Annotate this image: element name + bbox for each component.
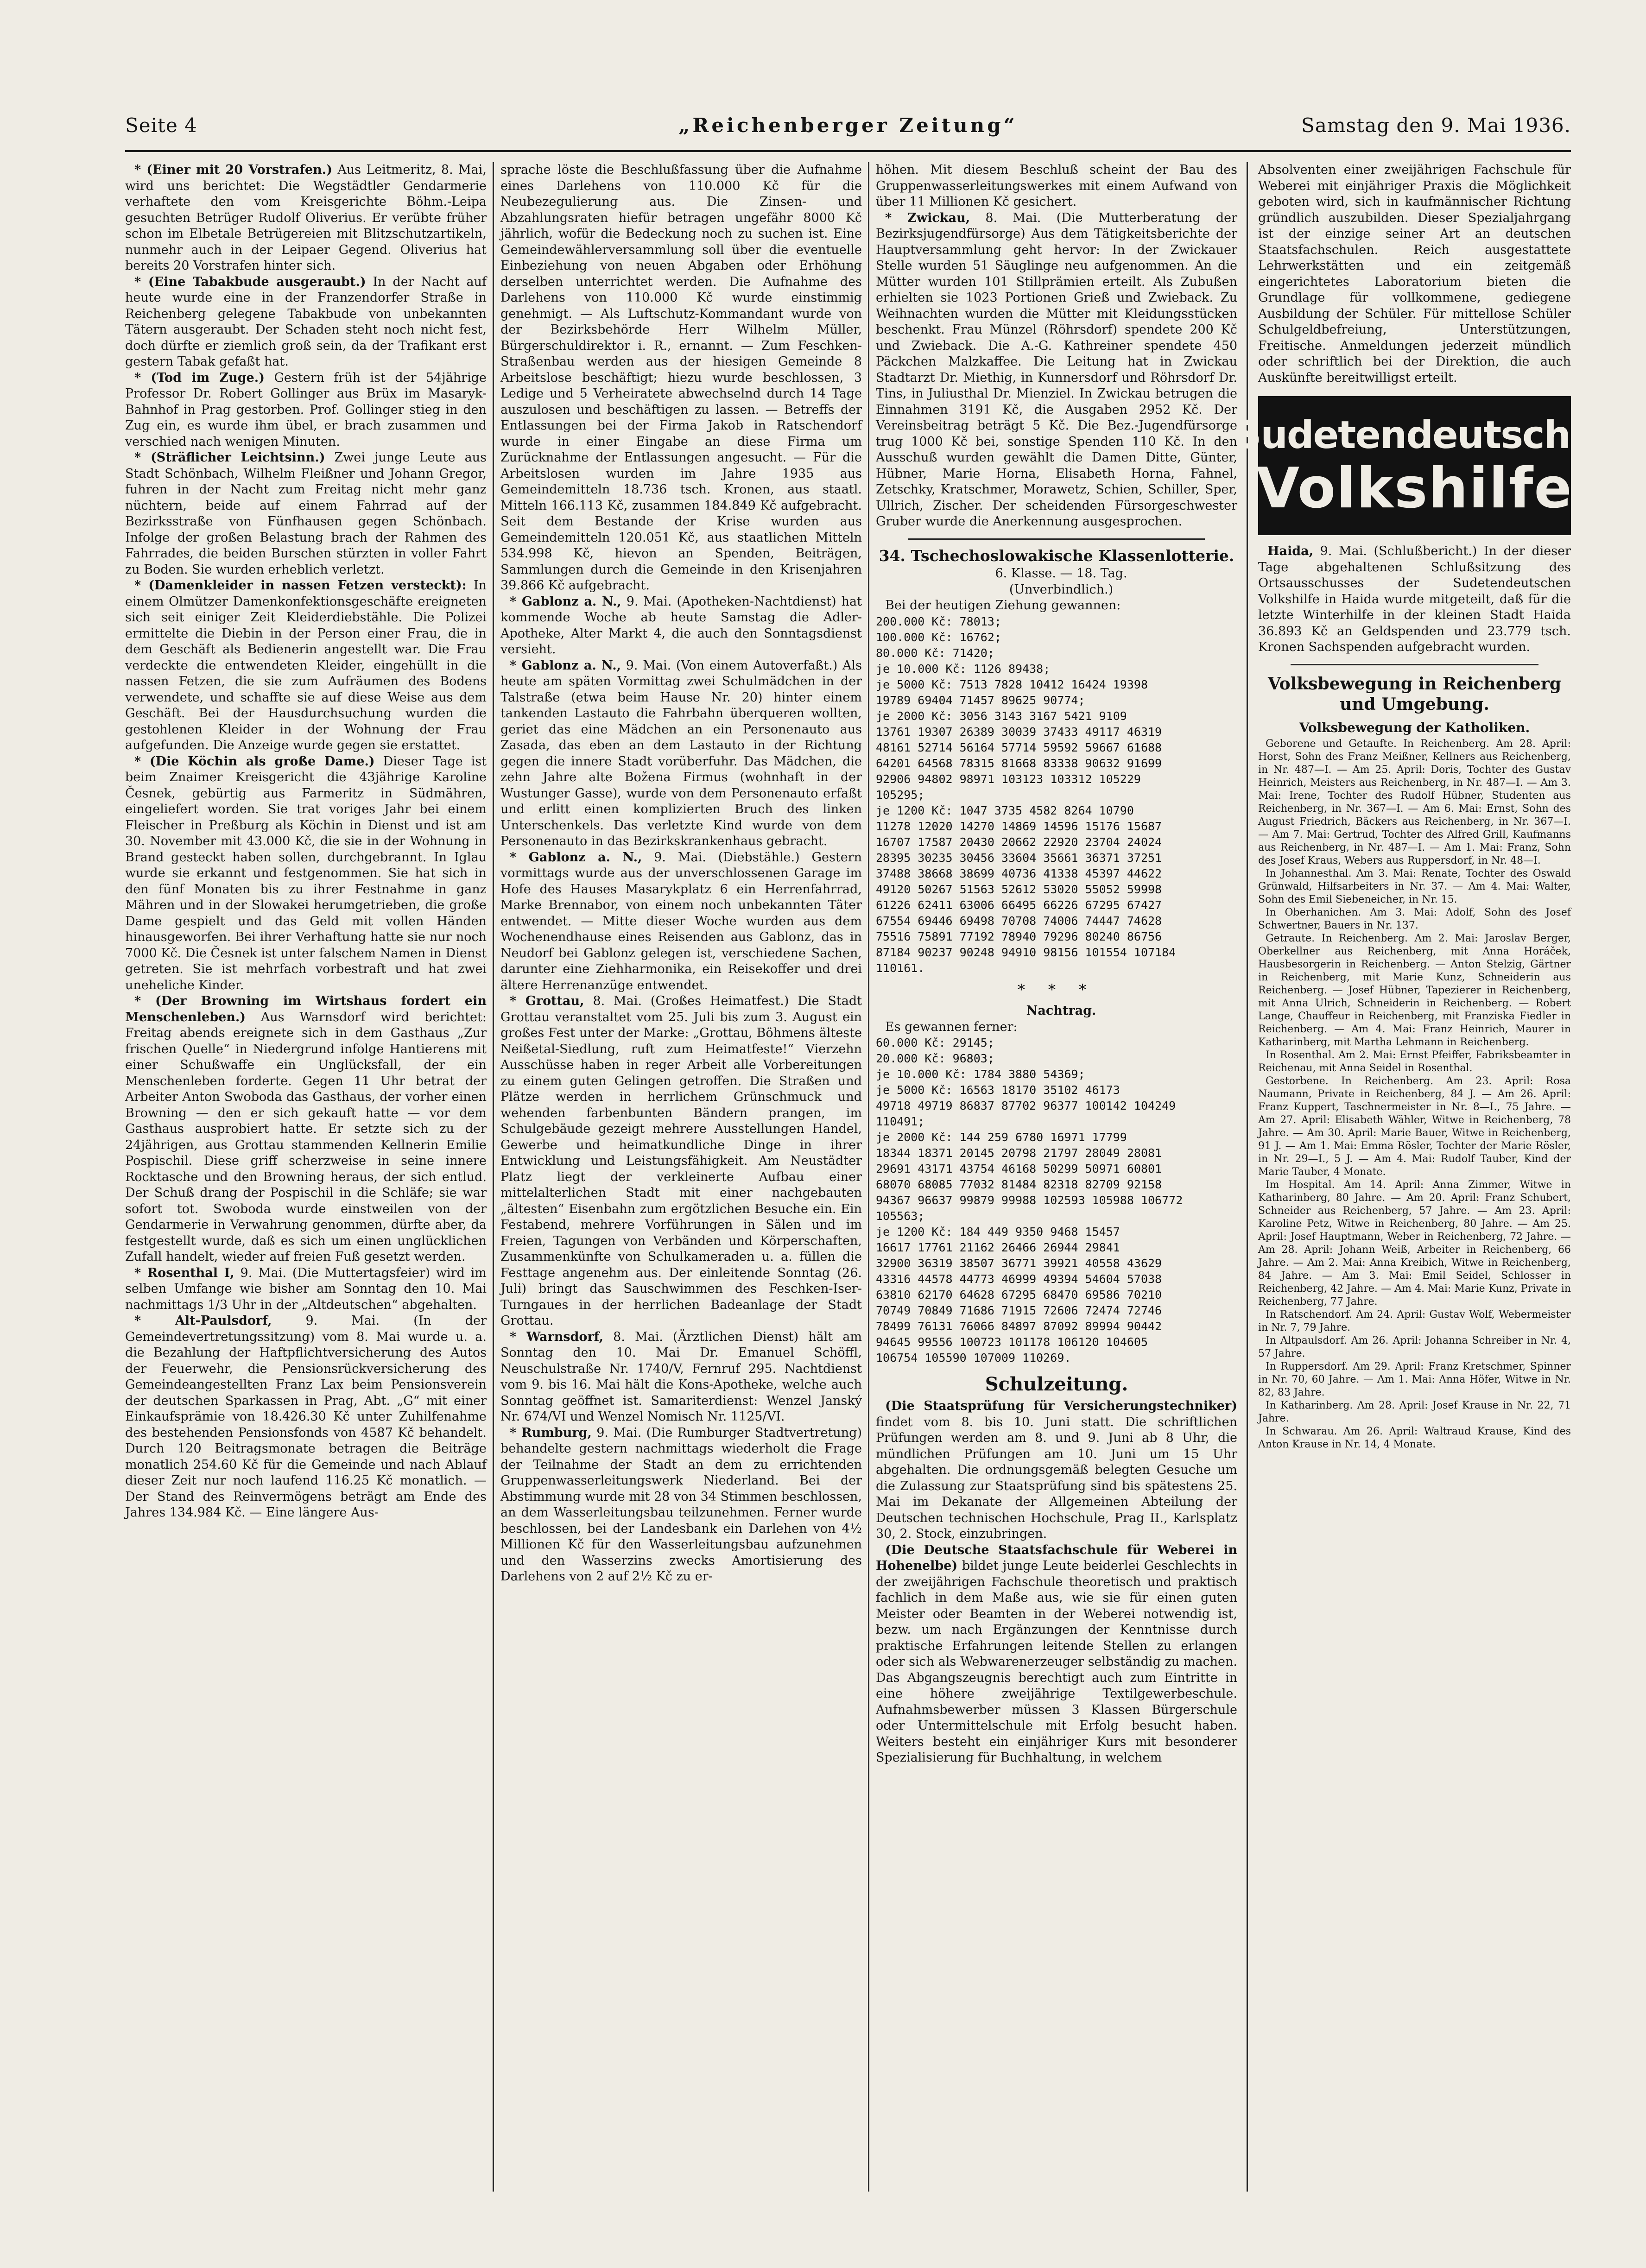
vital-statistics-entry: In Rosenthal. Am 2. Mai: Ernst Pfeiffer, Fabriksbeamter in Reichenau, mit Anna Seidel in Rosenthal. [1258,1049,1571,1074]
vital-statistics-entry: In Schwarau. Am 26. April: Waltraud Krause, Kind des Anton Krause in Nr. 14, 4 Monate. [1258,1426,1571,1450]
banner-line-1: Sudetendeutsche [1234,413,1595,457]
section-divider [1291,664,1538,665]
nachtrag-row: 78499 76131 76066 84897 87092 89994 90442 [876,1320,1162,1333]
nachtrag-row: 94367 96637 99879 99988 102593 105988 106772 [876,1194,1183,1207]
article: * Alt-Paulsdorf, 9. Mai. (In der Gemeindevertretungssitzung) vom 8. Mai wurde u. a. die Bezahlung der Haftpflichtversicherung des Autos der Feuerwehr, die Pensionsrückversicherung des Gemeindeangestellten Franz Lax beim Pensionsverein der deutschen Sparkassen in Prag, Abt. „G“ mit einer Einkaufsprämie von 18.426.30 Kč unter Zuhilfenahme des bestehenden Pensionsfonds von 4587 Kč behandelt. Durch 120 Beitragsmonate betragen die Beiträge monatlich 254.60 Kč für die Gemeinde und nach Ablauf dieser Zeit nur noch laufend 116.25 Kč monatlich. — Der Stand des Reinvermögens beträgt am Ende des Jahres 134.984 Kč. — Eine längere Aus- [125,1314,487,1520]
nachtrag-row: 16617 17761 21162 26466 26944 29841 [876,1241,1120,1254]
lottery-row: 19789 69404 71457 89625 90774; [876,693,1085,707]
article: * (Die Köchin als große Dame.) Dieser Tage ist beim Znaimer Kreisgericht die 43jährige Karoline Česnek, gebürtig aus Farmeritz in Südmähren, eingeliefert worden. Sie trat voriges Jahr bei einem Fleischer in Preßburg als Köchin in Dienst und ist am 30. November mit 43.000 Kč, die sie in der Wohnung in Brand gesteckt haben sollen, durchgebrannt. In Iglau wurde sie erkannt und festgenommen. Sie hat sich in den fünf Monaten bis zu ihrer Festnahme in ganz Mähren und in der Slowakei herumgetrieben, die große Dame gespielt und das Geld mit vollen Händen hinausgeworfen. Bei ihrer Verhaftung hatte sie nur noch 7000 Kč. Die Česnek ist unter falschem Namen in Dienst getreten. Sie ist mehrfach vorbestraft und hat zwei uneheliche Kinder. [125,754,487,992]
nachtrag-title: Nachtrag. [1026,1004,1096,1018]
article: Absolventen einer zweijährigen Fachschule für Weberei mit einjähriger Praxis die Möglichkeit geboten wird, sich in kaufmännischer Richtung gründlich auszubilden. Dieser Spezialjahrgang ist der einzige seiner Art an deutschen Staatsfachschulen. Reich ausgestattete Lehrwerkstätten und ein zeitgemäß eingerichtetes Laboratorium bieten die Grundlage für vollkommene, gediegene Ausbildung der Schüler. Für mittellose Schüler Schulgeldbefreiung, Unterstützungen, Freitische. Anmeldungen jederzeit mündlich oder schriftlich bei der Direktion, die auch Auskünfte bereitwilligst erteilt. [1258,163,1571,385]
article: (Die Staatsprüfung für Versicherungstechniker) findet vom 8. bis 10. Juni statt. Die schriftlichen Prüfungen werden am 8. und 9. Juni ab 8 Uhr, die mündlichen Prüfungen am 10. Juni um 15 Uhr abgehalten. Die ordnungsgemäß belegten Gesuche um die Zulassung zur Staatsprüfung sind bis spätestens 25. Mai im Dekanate der Allgemeinen Abteilung der Deutschen technischen Hochschule, Prag II., Karlsplatz 30, 2. Stock, einzubringen. [876,1399,1237,1541]
lottery-row: 16707 17587 20430 20662 22920 23704 24024 [876,835,1162,849]
lottery-results [876,614,1237,976]
vital-statistics-entry: In Johannesthal. Am 3. Mai: Renate, Tochter des Oswald Grünwald, Hilfsarbeiters in Nr. 37. — Am 4. Mai: Walter, Sohn des Emil Siebeneicher, in Nr. 15. [1258,868,1571,905]
section-stars: * * * [1017,980,1096,998]
article: Haida, 9. Mai. (Schlußbericht.) In der dieser Tage abgehaltenen Schlußsitzung des Ortsausschusses der Sudetendeutschen Volkshilfe in Haida wurde mitgeteilt, daß für die letzte Winterhilfe in der kleinen Stadt Haida 36.893 Kč an Geldspenden und 23.779 tsch. Kronen Sachspenden aufgebracht wurden. [1258,544,1571,654]
lottery-row: 49120 50267 51563 52612 53020 55052 59998 [876,882,1162,896]
article: * (Eine Tabakbude ausgeraubt.) In der Nacht auf heute wurde eine in der Franzendorfer Straße in Reichenberg gelegene Tabakbude von unbekannten Tätern ausgeraubt. Der Schaden steht noch nicht fest, doch dürfte er ziemlich groß sein, da der Trafikant erst gestern Tabak gefaßt hat. [125,274,487,369]
lottery-row: 110161. [876,961,925,975]
lottery-row: 200.000 Kč: 78013; [876,614,1001,628]
column-4 [1234,162,1595,2192]
article: * (Der Browning im Wirtshaus fordert ein Menschenleben.) Aus Warnsdorf wird berichtet: Freitag abends ereignete sich in dem Gasthaus „Zur frischen Quelle“ in Niedergrund infolge Hantierens mit einer Schußwaffe ein Unglücksfall, der ein Menschenleben forderte. Gegen 11 Uhr betrat der Arbeiter Anton Swoboda das Gasthaus, der vorher einen Browning — den er sich gekauft hatte — vor dem Gasthaus ausprobiert hatte. Er setzte sich zu der 24jährigen, aus Grottau stammenden Kellnerin Emilie Pospischil. Diese griff scherzweise in seine innere Rocktasche und den Browning heraus, der sich entlud. Der Schuß drang der Pospischil in die Schläfe; sie war sofort tot. Swoboda wurde einstweilen von der Gendarmerie in Verwahrung genommen, dürfte aber, da festgestellt wurde, daß es sich um einen unglücklichen Zufall handelt, wieder auf freien Fuß gesetzt werden. [125,994,487,1264]
article: * Grottau, 8. Mai. (Großes Heimatfest.) Die Stadt Grottau veranstaltet vom 25. Juli bis zum 3. August ein großes Fest unter der Marke: „Grottau, Böhmens älteste Neißetal-Siedlung, ruft zum Heimatfeste!“ Vierzehn Ausschüsse haben in reger Arbeit alle Vorbereitungen zu einem guten Gelingen getroffen. Die Straßen und Plätze werden in herrlichem Grünschmuck und wehenden farbenbunten Bändern prangen, im Schulgebäude gezeigt mehrere Ausstellungen Handel, Gewerbe und heimatkundliche Dinge in ihrer Entwicklung und Leistungsfähigkeit. Am Neustädter Platz liegt der verkleinerte Aufbau einer mittelalterlichen Stadt mit einer nachgebauten „ältesten“ Eisenbahn zum ergötzlichen Besuche ein. Ein Festabend, mehrere Vorführungen in Sälen und im Freien, Tagungen von Verbänden und Körperschaften, Zusammenkünfte von Schulkameraden u. a. füllen die Festtage angenehm aus. Der einleitende Sonntag (26. Juli) bringt das Sauschwimmen des Feschken-Iser-Turngaues in der herrlichen Badeanlage der Stadt Grottau. [500,994,862,1328]
column-1 [125,162,487,2192]
lottery-row: 92906 94802 98971 103123 103312 105229 [876,772,1141,786]
nachtrag-row: 32900 36319 38507 36771 39921 40558 43629 [876,1257,1162,1270]
lottery-row: 100.000 Kč: 16762; [876,630,1001,644]
vital-statistics-subtitle: Volksbewegung der Katholiken. [1299,720,1530,735]
article: * Rosenthal I, 9. Mai. (Die Muttertagsfeier) wird im selben Umfange wie bisher am Sonntag den 10. Mai nachmittags 1/3 Uhr in der „Altdeutschen“ abgehalten. [125,1265,487,1312]
nachtrag-row: je 2000 Kč: 144 259 6780 16971 17799 [876,1131,1127,1144]
newspaper-title: „Reichenberger Zeitung“ [678,114,1018,137]
vital-statistics-entry: Getraute. In Reichenberg. Am 2. Mai: Jaroslav Berger, Oberkellner aus Reichenberg, mit Anna Horáček, Hausbesorgerin in Reichenberg. — Anton Stelzig, Gärtner in Reichenberg, mit Marie Kunz, Schneiderin aus Reichenberg. — Josef Hübner, Tapezierer in Reichenberg, mit Anna Ulrich, Schneiderin in Reichenberg. — Robert Lange, Chauffeur in Reichenberg, mit Franziska Fiedler in Reichenberg. — Am 4. Mai: Franz Heinrich, Maurer in Katharinberg, mit Martha Lehmann in Reichenberg. [1258,933,1571,1048]
lottery-row: 64201 64568 78315 81668 83338 90632 91699 [876,756,1162,770]
nachtrag-row: 68070 68085 77032 81484 82318 82709 92158 [876,1178,1162,1191]
nachtrag-row: je 5000 Kč: 16563 18170 35102 46173 [876,1083,1120,1097]
nachtrag-row: 49718 49719 86837 87702 96377 100142 104249 [876,1099,1176,1112]
lottery-row: je 1200 Kč: 1047 3735 4582 8264 10790 [876,803,1134,817]
volkshilfe-banner [1234,396,1595,535]
section-divider [908,538,1205,540]
lottery-intro: Bei der heutigen Ziehung gewannen: [885,598,1121,613]
nachtrag-row: 60.000 Kč: 29145; [876,1036,994,1049]
lottery-row: je 5000 Kč: 7513 7828 10412 16424 19398 [876,677,1148,691]
vital-statistics-body [1258,738,1571,1451]
lottery-row: 80.000 Kč: 71420; [876,646,994,660]
article: * Gablonz a. N., 9. Mai. (Diebstähle.) Gestern vormittags wurde aus der unverschlossenen Garage im Hofe des Hauses Masarykplatz 6 ein Herrenfahrrad, Marke Brennabor, von einem noch unbekannten Täter entwendet. — Mitte dieser Woche wurden aus dem Wochenendhause eines Reisenden aus Gablonz, das in Neudorf bei Gablonz gelegen ist, verschiedene Sachen, darunter eine Ziehharmonika, ein Reisekoffer und drei ältere Herrenanzüge entwendet. [500,850,862,992]
nachtrag-row: 110491; [876,1115,925,1128]
article: * Zwickau, 8. Mai. (Die Mutterberatung der Bezirksjugendfürsorge) Aus dem Tätigkeitsberichte der Hauptversammlung geht hervor: In der Zwickauer Stelle wurden 51 Säuglinge neu aufgenommen. An die Mütter wurden 101 Stillprämien erteilt. Als Zubußen erhielten sie 1023 Portionen Grieß und Zwieback. Zu Weihnachten wurden die Mütter mit Kleidungsstücken beschenkt. Frau Münzel (Röhrsdorf) spendete 200 Kč und Zwieback. Die A.-G. Kathreiner spendete 450 Päckchen Malzkaffee. Die Leitung hat in Zwickau Stadtarzt Dr. Miethig, in Kunnersdorf und Röhrsdorf Dr. Tins, in Juliusthal Dr. Mienziel. In Zwickau betrugen die Einnahmen 3191 Kč, die Ausgaben 2952 Kč. Der Vereinsbeitrag beträgt 5 Kč. Die Bez.-Jugendfürsorge trug 1000 Kč bei, sonstige Spenden 110 Kč. In den Ausschuß wurden gewählt die Damen Ditte, Günter, Hübner, Marie Horna, Elisabeth Horna, Fahnel, Zetschky, Kratschmer, Morawetz, Schien, Schiller, Sper, Ullrich, Zischer. Der scheidenden Fürsorgeschwester Gruber wurde die Anerkennung ausgesprochen. [876,210,1237,529]
article: * Gablonz a. N., 9. Mai. (Apotheken-Nachtdienst) hat kommende Woche ab heute Samstag die Adler-Apotheke, Alter Markt 4, die auch den Sonntagsdienst versieht. [500,594,862,657]
vital-statistics-entry: In Katharinberg. Am 28. April: Josef Krause in Nr. 22, 71 Jahre. [1258,1400,1571,1424]
article: höhen. Mit diesem Beschluß scheint der Bau des Gruppenwasserleitungswerkes mit einem Aufwand von über 11 Millionen Kč gesichert. [876,163,1237,209]
nachtrag-row: 94645 99556 100723 101178 106120 104605 [876,1335,1148,1349]
lottery-note: (Unverbindlich.) [1009,582,1114,597]
lottery-title: 34. Tschechoslowakische Klassenlotterie. [879,546,1234,565]
lottery-row: 37488 38668 38699 40736 41338 45397 44622 [876,866,1162,880]
article: * Gablonz a. N., 9. Mai. (Von einem Autoverfaßt.) Als heute am späten Vormittag zwei Schulmädchen in der Talstraße (etwa beim Hause Nr. 20) hinter einem tankenden Lastauto die Fahrbahn überqueren wollten, geriet das eine Mädchen an ein Personenauto aus Zasada, das eben an dem Lastauto in der Richtung gegen die innere Stadt vorüberfuhr. Das Mädchen, die zehn Jahre alte Božena Firmus (wohnhaft in der Wustunger Gasse), wurde von dem Personenauto erfaßt und erlitt einen komplizierten Bruch des linken Unterschenkels. Das verletzte Kind wurde von dem Personenauto in das Bezirkskrankenhaus gebracht. [500,658,862,848]
article: * Rumburg, 9. Mai. (Die Rumburger Stadtvertretung) behandelte gestern nachmittags wiederholt die Frage der Teilnahme der Stadt an dem zu errichtenden Gruppenwasserleitungswerk Niederland. Bei der Abstimmung wurde mit 28 von 34 Stimmen beschlossen, an dem Wasserleitungsbau teilzunehmen. Ferner wurde beschlossen, bei der Landesbank ein Darlehen von 4½ Millionen Kč für den Wasserleitungsbau aufzunehmen und den Wasserzins zwecks Amortisierung des Darlehens von 2 auf 2½ Kč zu er- [500,1425,862,1584]
lottery-row: 105295; [876,788,925,802]
column-2 [500,162,862,2192]
nachtrag-row: je 10.000 Kč: 1784 3880 54369; [876,1068,1085,1081]
nachtrag-row: 105563; [876,1209,925,1223]
article: (Die Deutsche Staatsfachschule für Weberei in Hohenelbe) bildet junge Leute beiderlei Geschlechts in der zweijährigen Fachschule theoretisch und praktisch fachlich in dem Maße aus, wie sie für einen guten Meister oder Beamten in der Weberei notwendig ist, bezw. um nach Ergänzungen der Kenntnisse durch praktische Erfahrungen leitende Stellen zu erlangen oder sich als Webwarenerzeuger selbständig zu machen. Das Abgangszeugnis berechtigt auch zum Eintritte in eine höhere zweijährige Textilgewerbeschule. Aufnahmsbewerber müssen 3 Klassen Bürgerschule oder Untermittelschule mit Erfolg besucht haben. Weiters besteht ein einjähriger Kurs mit besonderer Spezialisierung für Buchhaltung, in welchem [876,1542,1237,1765]
article: * (Sträflicher Leichtsinn.) Zwei junge Leute aus Stadt Schönbach, Wilhelm Fleißner und Johann Gregor, fuhren in der Nacht zum Freitag nicht mehr ganz nüchtern, beide auf einem Fahrrad auf der Bezirksstraße von Fünfhausen gegen Schönbach. Infolge der großen Belastung brach der Rahmen des Fahrrades, die beiden Burschen stürzten in voller Fahrt zu Boden. Sie wurden erheblich verletzt. [125,450,487,577]
article: * (Damenkleider in nassen Fetzen versteckt): In einem Olmützer Damenkonfektionsgeschäfte ereigneten sich seit einiger Zeit Kleiderdiebstähle. Die Polizei ermittelte die Diebin in der Person einer Frau, die in dem Geschäft als Bedienerin angestellt war. Die Frau verdeckte die entwendeten Kleider, eingehüllt in die nassen Fetzen, die sie zum Aufräumen des Bodens verwendete, und schaffte sie auf diese Weise aus dem Geschäft. Bei der Hausdurchsuchung wurden die gestohlenen Kleider in der Wohnung der Frau aufgefunden. Die Anzeige wurde gegen sie erstattet. [125,578,487,752]
vital-statistics-entry: In Oberhanichen. Am 3. Mai: Adolf, Sohn des Josef Schwertner, Bauers in Nr. 137. [1258,907,1571,931]
nachtrag-row: 70749 70849 71686 71915 72606 72474 72746 [876,1304,1162,1317]
vital-statistics-entry: In Ratschendorf. Am 24. April: Gustav Wolf, Webermeister in Nr. 7, 79 Jahre. [1258,1309,1571,1333]
nachtrag-row: 29691 43171 43754 46168 50299 50971 60801 [876,1162,1162,1175]
banner-line-2: Volkshilfe [1256,456,1573,521]
lottery-row: je 2000 Kč: 3056 3143 3167 5421 9109 [876,709,1127,723]
nachtrag-row: 63810 62170 64628 67295 68470 69586 70210 [876,1288,1162,1301]
column-3 [876,162,1237,2192]
lottery-row: je 10.000 Kč: 1126 89438; [876,662,1051,676]
nachtrag-row: je 1200 Kč: 184 449 9350 9468 15457 [876,1225,1120,1238]
nachtrag-results [876,1035,1237,1366]
vital-statistics-entry: In Ruppersdorf. Am 29. April: Franz Kretschmer, Spinner in Nr. 70, 60 Jahre. — Am 1. Mai: Anna Höfer, Witwe in Nr. 82, 83 Jahre. [1258,1361,1571,1398]
lottery-row: 28395 30235 30456 33604 35661 36371 37251 [876,851,1162,865]
lottery-row: 11278 12020 14270 14869 14596 15176 15687 [876,819,1162,833]
lottery-row: 87184 90237 90248 94910 98156 101554 107184 [876,945,1176,959]
lottery-class: 6. Klasse. — 18. Tag. [995,566,1127,581]
vital-statistics-entry: In Altpaulsdorf. Am 26. April: Johanna Schreiber in Nr. 4, 57 Jahre. [1258,1335,1571,1359]
page-number: Seite 4 [125,114,197,137]
nachtrag-row: 106754 105590 107009 110269. [876,1351,1071,1365]
lottery-row: 61226 62411 63006 66495 66226 67295 67427 [876,898,1162,912]
nachtrag-row: 18344 18371 20145 20798 21797 28049 28081 [876,1146,1162,1160]
article: * (Tod im Zuge.) Gestern früh ist der 54jährige Professor Dr. Robert Gollinger aus Brüx im Masaryk-Bahnhof in Prag gestorben. Prof. Gollinger stieg in den Zug ein, es wurde ihm übel, er brach zusammen und verschied nach wenigen Minuten. [125,370,487,449]
article: * Warnsdorf, 8. Mai. (Ärztlichen Dienst) hält am Sonntag den 10. Mai Dr. Emanuel Schöffl, Neuschulstraße Nr. 1740/V, Fernruf 295. Nachtdienst vom 9. bis 16. Mai hält die Kons-Apotheke, welche auch Sonntag geöffnet ist. Samariterdienst: Wenzel Janský Nr. 674/VI und Wenzel Nomisch Nr. 1125/VI. [500,1329,862,1424]
lottery-row: 67554 69446 69498 70708 74006 74447 74628 [876,914,1162,928]
article: * (Einer mit 20 Vorstrafen.) Aus Leitmeritz, 8. Mai, wird uns berichtet: Die Wegstädtler Gendarmerie verhaftete den vom Kreisgerichte Böhm.-Leipa gesuchten Betrüger Rudolf Oliverius. Er verübte früher schon im Elbetale Betrügereien mit Blitzschutzartikeln, nunmehr auch in der Leipaer Gegend. Oliverius hat bereits 20 Vorstrafen hinter sich. [125,163,487,273]
issue-date: Samstag den 9. Mai 1936. [1301,114,1571,137]
column-rule [868,162,869,2192]
nachtrag-row: 20.000 Kč: 96803; [876,1052,994,1065]
vital-statistics-title: Volksbewegung in Reichenberg und Umgebung. [1268,674,1561,714]
lottery-row: 48161 52714 56164 57714 59592 59667 61688 [876,740,1162,754]
column-rule [493,162,494,2192]
lottery-row: 13761 19307 26389 30039 37433 49117 46319 [876,725,1162,739]
vital-statistics-entry: Gestorbene. In Reichenberg. Am 23. April: Rosa Naumann, Private in Reichenberg, 84 J. — Am 26. April: Franz Kuppert, Taschnermeister in Nr. 8—I., 75 Jahre. — Am 27. April: Elisabeth Wähler, Witwe in Reichenberg, 78 Jahre. — Am 30. April: Marie Bauer, Witwe in Reichenberg, 91 J. — Am 1. Mai: Emma Rösler, Tochter der Marie Rösler, in Nr. 29—I., 5 J. — Am 4. Mai: Rudolf Tauber, Kind der Marie Tauber, 4 Monate. [1258,1075,1571,1178]
vital-statistics-entry: Geborene und Getaufte. In Reichenberg. Am 28. April: Horst, Sohn des Franz Meißner, Kellners aus Reichenberg, in Nr. 487—I. — Am 25. April: Doris, Tochter des Gustav Heinrich, Meisters aus Reichenberg, in Nr. 487—I. — Am 3. Mai: Irene, Tochter des Rudolf Hübner, Studenten aus Reichenberg, in Nr. 367—I. — Am 6. Mai: Ernst, Sohn des August Friedrich, Bäckers aus Reichenberg, in Nr. 367—I. — Am 7. Mai: Gertrud, Tochter des Alfred Grill, Kaufmanns aus Reichenberg, in Nr. 487—I. — Am 1. Mai: Franz, Sohn des Josef Kraus, Webers aus Ruppersdorf, in Nr. 48—I. [1258,738,1571,866]
nachtrag-intro: Es gewannen ferner: [885,1019,1018,1034]
lottery-row: 75516 75891 77192 78940 79296 80240 86756 [876,929,1162,943]
column-rule [1247,162,1248,2192]
article: sprache löste die Beschlußfassung über die Aufnahme eines Darlehens von 110.000 Kč für die Neubezegulierung aus. Die Zinsen- und Abzahlungsraten hiefür betragen ungefähr 8000 Kč jährlich, wofür die Bedeckung noch zu suchen ist. Eine Gemeindewählerversammlung soll über die eventuelle Einbeziehung von neuen Abgaben oder Erhöhung derselben unterrichtet werden. Die Aufnahme des Darlehens von 110.000 Kč wurde einstimmig genehmigt. — Als Luftschutz-Kommandant wurde von der Bezirksbehörde Herr Wilhelm Müller, Bürgerschuldirektor i. R., ernannt. — Zum Feschken-Straßenbau werden aus der hiesigen Gemeinde 8 Arbeitslose beschäftigt; hiezu wurde beschlossen, 3 Ledige und 5 Verheiratete abwechselnd durch 14 Tage auszulosen und beschäftigen zu lassen. — Betreffs der Entlassungen bei der Firma Jakob in Ratschendorf wurde in einer Eingabe an diese Firma um Zurücknahme der Entlassungen angesucht. — Für die Arbeitslosen wurden im Jahre 1935 aus Gemeindemitteln 18.736 tsch. Kronen, aus staatl. Mitteln 166.113 Kč, zusammen 184.849 Kč aufgebracht. Seit dem Bestande der Krise wurden aus Gemeindemitteln 120.051 Kč, aus staatlichen Mitteln 534.998 Kč, hievon an Spenden, Beiträgen, Sammlungen durch die Gemeinde in den Krisenjahren 39.866 Kč aufgebracht. [500,163,862,593]
page-header [125,107,1571,152]
nachtrag-row: 43316 44578 44773 46999 49394 54604 57038 [876,1272,1162,1286]
vital-statistics-entry: Im Hospital. Am 14. April: Anna Zimmer, Witwe in Katharinberg, 80 Jahre. — Am 20. April: Franz Schubert, Schneider aus Reichenberg, 57 Jahre. — Am 23. April: Karoline Petz, Witwe in Reichenberg, 80 Jahre. — Am 25. April: Josef Hauptmann, Weber in Reichenberg, 72 Jahre. — Am 28. April: Johann Weiß, Arbeiter in Reichenberg, 66 Jahre. — Am 2. Mai: Anna Kreibich, Witwe in Reichenberg, 84 Jahre. — Am 3. Mai: Emil Seidel, Schlosser in Reichenberg, 42 Jahre. — Am 4. Mai: Marie Kunz, Private in Reichenberg, 77 Jahre. [1258,1179,1571,1308]
school-section-title: Schulzeitung. [985,1373,1128,1395]
